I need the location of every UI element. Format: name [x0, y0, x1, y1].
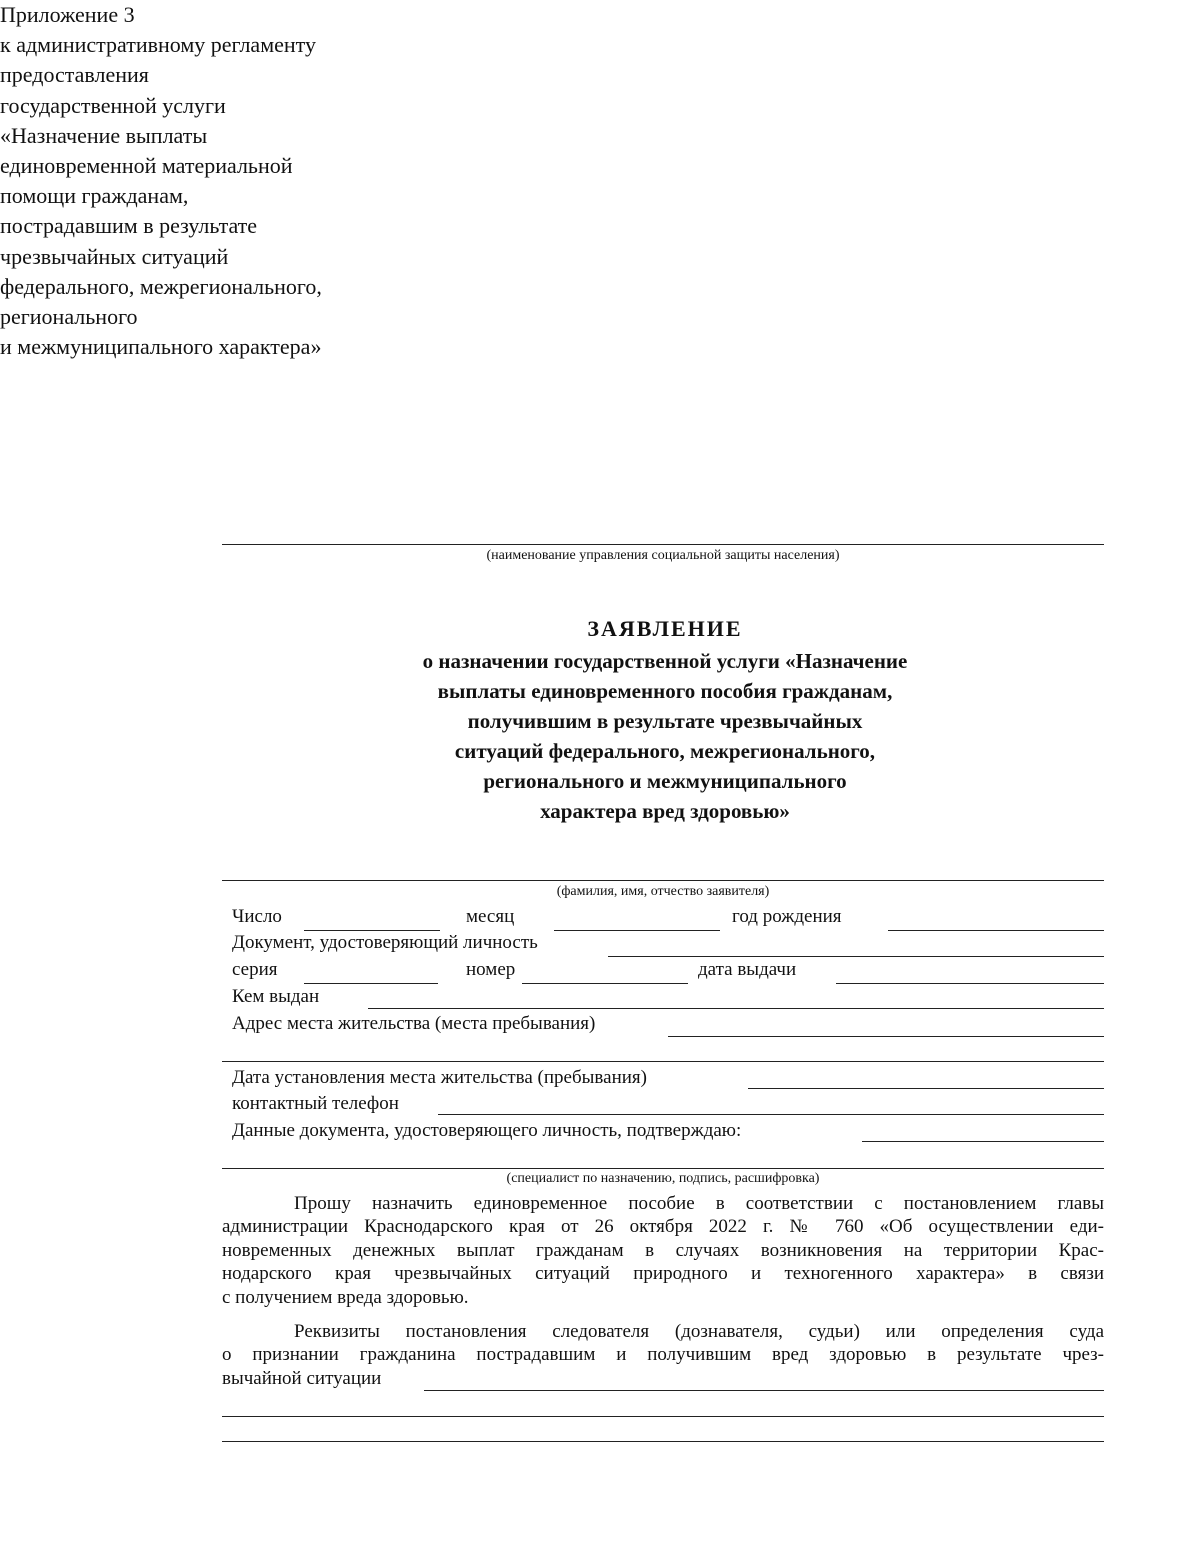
- confirm-label: Данные документа, удостоверяющего личность, подтверждаю:: [232, 1120, 742, 1141]
- title-line: выплаты единовременного пособия гражданам,: [437, 679, 893, 703]
- paragraph-line: Реквизиты постановления следователя (дознавателя, судьи) или определения суда: [294, 1321, 1104, 1342]
- annex-line: единовременной материальной: [0, 153, 293, 179]
- annex-line: регионального: [0, 304, 138, 330]
- title-line: ситуаций федерального, межрегионального,: [454, 739, 876, 763]
- office-name-line[interactable]: [222, 544, 1104, 545]
- annex-block: [0, 0, 440, 362]
- series-label: серия: [232, 959, 278, 980]
- annex-line: федерального, межрегионального,: [0, 273, 322, 299]
- requisites-field-continued[interactable]: [222, 1416, 1104, 1417]
- requisites-paragraph: [222, 1320, 1104, 1390]
- annex-line: чрезвычайных ситуаций: [0, 243, 229, 269]
- number-label: номер: [466, 959, 516, 980]
- annex-line: помощи гражданам,: [0, 183, 189, 209]
- issued-by-label: Кем выдан: [232, 986, 320, 1007]
- month-field[interactable]: [554, 930, 720, 931]
- paragraph-line: о признании гражданина пострадавшим и получившим вред здоровью в результате чрез-: [222, 1344, 1104, 1366]
- paragraph-line: вычайной ситуации: [222, 1367, 382, 1389]
- title-line: получившим в результате чрезвычайных: [467, 709, 863, 733]
- annex-line: и межмуниципального характера»: [0, 334, 322, 360]
- annex-line: к административному регламенту: [0, 32, 316, 58]
- specialist-line[interactable]: [222, 1168, 1104, 1169]
- series-field[interactable]: [304, 983, 438, 984]
- paragraph-line: нодарского края чрезвычайных ситуаций природного и техногенного характера» в связи: [222, 1263, 1104, 1285]
- annex-line: государственной услуги: [0, 92, 226, 118]
- address-field-continued[interactable]: [222, 1061, 1104, 1062]
- title-line: о назначении государственной услуги «Назначение: [422, 649, 908, 673]
- applicant-name-line[interactable]: [222, 880, 1104, 881]
- issue-date-field[interactable]: [836, 983, 1104, 984]
- annex-line: предоставления: [0, 62, 149, 88]
- annex-line: Приложение 3: [0, 2, 135, 27]
- address-label: Адрес места жительства (места пребывания): [232, 1013, 596, 1034]
- applicant-name-caption: (фамилия, имя, отчество заявителя): [556, 884, 770, 899]
- birth-year-field[interactable]: [888, 930, 1104, 931]
- month-label: месяц: [466, 906, 515, 927]
- phone-field[interactable]: [438, 1114, 1104, 1115]
- day-field[interactable]: [304, 930, 440, 931]
- address-field[interactable]: [668, 1036, 1104, 1037]
- number-field[interactable]: [522, 983, 688, 984]
- title-line: регионального и межмуниципального: [483, 769, 847, 793]
- residence-date-label: Дата установления места жительства (пребывания): [232, 1067, 647, 1088]
- specialist-caption: (специалист по назначению, подпись, расшифровка): [506, 1171, 820, 1186]
- phone-label: контактный телефон: [232, 1093, 399, 1114]
- paragraph-line: новременных денежных выплат гражданам в случаях возникновения на территории Крас-: [222, 1239, 1104, 1261]
- birth-year-label: год рождения: [732, 906, 842, 927]
- day-label: Число: [232, 906, 282, 927]
- title-heading: ЗАЯВЛЕНИЕ: [587, 616, 743, 641]
- requisites-field-continued[interactable]: [222, 1441, 1104, 1442]
- confirm-field[interactable]: [862, 1141, 1104, 1142]
- paragraph-line: администрации Краснодарского края от 26 октября 2022 г. № 760 «Об осуществлении еди-: [222, 1216, 1104, 1238]
- title-line: характера вред здоровью»: [540, 799, 790, 823]
- request-paragraph: [222, 1192, 1104, 1309]
- annex-line: «Назначение выплаты: [0, 122, 208, 148]
- paragraph-line: Прошу назначить единовременное пособие в соответствии с постановлением главы: [294, 1193, 1104, 1214]
- requisites-field[interactable]: [424, 1390, 1104, 1391]
- office-name-caption: (наименование управления социальной защиты населения): [486, 548, 840, 563]
- document-title: [300, 614, 1030, 826]
- issued-by-field[interactable]: [368, 1008, 1104, 1009]
- id-document-label: Документ, удостоверяющий личность: [232, 932, 538, 953]
- residence-date-field[interactable]: [748, 1088, 1104, 1089]
- annex-line: пострадавшим в результате: [0, 213, 258, 239]
- paragraph-line: с получением вреда здоровью.: [222, 1286, 469, 1308]
- issue-date-label: дата выдачи: [698, 959, 797, 980]
- id-document-field[interactable]: [608, 956, 1104, 957]
